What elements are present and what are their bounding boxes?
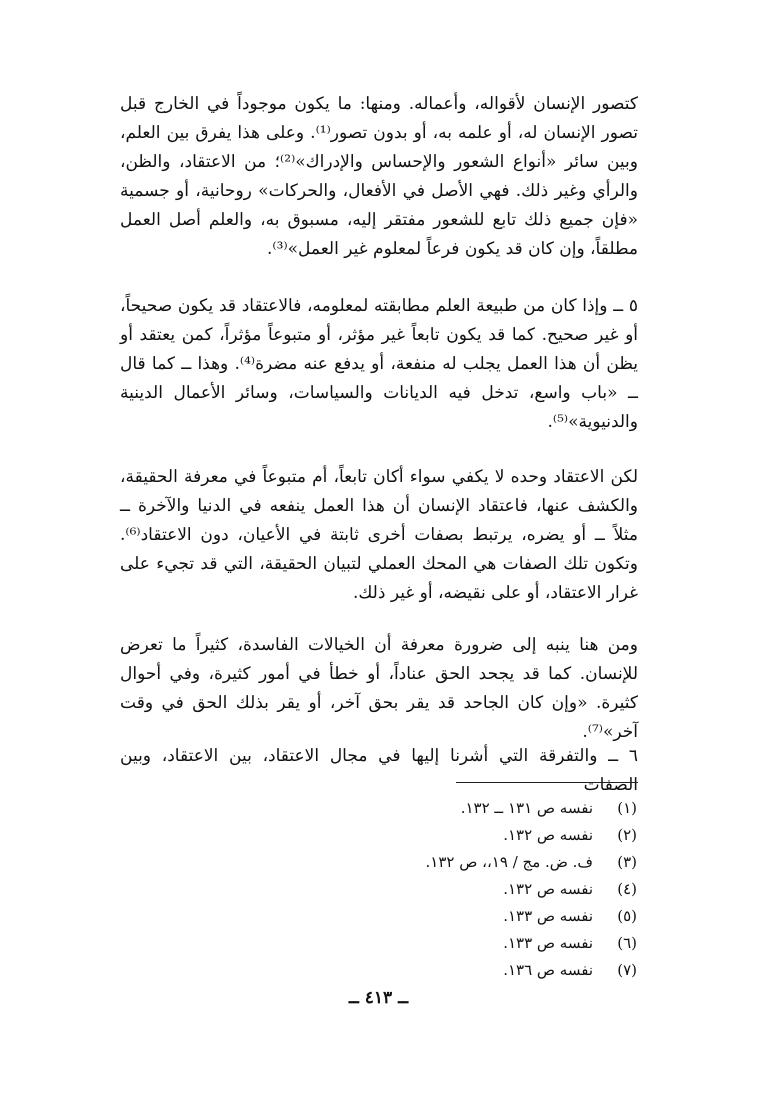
page-number: ــ ٤١٣ ــ	[348, 988, 409, 1008]
footnote-text: نفسه ص ١٣٣.	[503, 934, 593, 952]
footnote-number: (١)	[617, 799, 637, 817]
footnote-item	[257, 903, 637, 930]
footnote-text: نفسه ص ١٣٣.	[503, 907, 593, 925]
body-paragraph-4: ومن هنا ينبه إلى ضرورة معرفة أن الخيالات الفاسدة، كثيراً ما تعرض للإنسان. كما قد يجحد الحق عناداً، أو خطأ في أمور كثيرة، وفي أحوال كثيرة. «وإن كان الجاحد قد يقر بحق آخر، أو يقر بذلك الحق في وقت آخر»⁽⁷⁾.	[120, 635, 638, 742]
footnote-number: (٤)	[617, 880, 637, 898]
body-paragraph-2: ٥ ــ وإذا كان من طبيعة العلم مطابقته لمعلومه، فالاعتقاد قد يكون صحيحاً، أو غير صحيح. كما قد يكون تابعاً غير مؤثر، أو متبوعاً مؤثراً، كمن يعتقد أو يظن أن هذا العمل يجلب له منفعة، أو يدفع عنه مضرة⁽⁴⁾. وهذا ــ كما قال ــ «باب واسع، تدخل فيه الديانات والسياسات، وسائر الأعمال الدينية والدنيوية»⁽⁵⁾.	[120, 296, 638, 432]
footnote-number: (٧)	[617, 961, 637, 979]
body-paragraph-1: كتصور الإنسان لأقواله، وأعماله. ومنها: ما يكون موجوداً في الخارج قبل تصور الإنسان له، أو علمه به، أو بدون تصور⁽¹⁾. وعلى هذا يفرق بين العلم، وبين سائر «أنواع الشعور والإحساس والإدراك»⁽²⁾؛ من الاعتقاد، والظن، والرأي وغير ذلك. فهي الأصل في الأفعال، والحركات» روحانية، أو جسمية «فإن جميع ذلك تابع للشعور مفتقر إليه، مسبوق به، والعلم أصل العمل مطلقاً، وإن كان قد يكون فرعاً لمعلوم غير العمل»⁽³⁾.	[120, 94, 638, 259]
footnote-text: نفسه ص ١٣١ ــ ١٣٢.	[460, 799, 593, 817]
footnote-text: نفسه ص ١٣٦.	[503, 961, 593, 979]
footnote-text: نفسه ص ١٣٢.	[503, 880, 593, 898]
footnote-number: (٥)	[617, 907, 637, 925]
footnote-number: (٢)	[617, 826, 637, 844]
footnote-item	[257, 957, 637, 984]
footnote-text: نفسه ص ١٣٢.	[503, 826, 593, 844]
footnote-divider	[456, 782, 638, 783]
body-paragraph-5: ٦ ــ والتفرقة التي أشرنا إليها في مجال الاعتقاد، بين الاعتقاد، وبين الصفات	[120, 746, 638, 795]
footnote-text: ف. ض. مج / ١٩،، ص ١٣٢.	[425, 853, 593, 871]
footnote-number: (٣)	[617, 853, 637, 871]
body-paragraph-3: لكن الاعتقاد وحده لا يكفي سواء أكان تابعاً، أم متبوعاً في معرفة الحقيقة، والكشف عنها، فاعتقاد الإنسان أن هذا العمل ينفعه في الدنيا والآخرة ــ مثلاً ــ أو يضره، يرتبط بصفات أخرى ثابتة في الأعيان، دون الاعتقاد⁽⁶⁾. وتكون تلك الصفات هي المحك العملي لتبيان الحقيقة، التي قد تجيء على غرار الاعتقاد، أو على نقيضه، أو غير ذلك.	[120, 467, 638, 603]
footnote-item	[257, 822, 637, 849]
footnotes	[257, 795, 637, 984]
footnote-item	[257, 876, 637, 903]
footnote-item	[257, 930, 637, 957]
footnote-item	[257, 795, 637, 822]
footnote-number: (٦)	[617, 934, 637, 952]
footnote-item	[257, 849, 637, 876]
